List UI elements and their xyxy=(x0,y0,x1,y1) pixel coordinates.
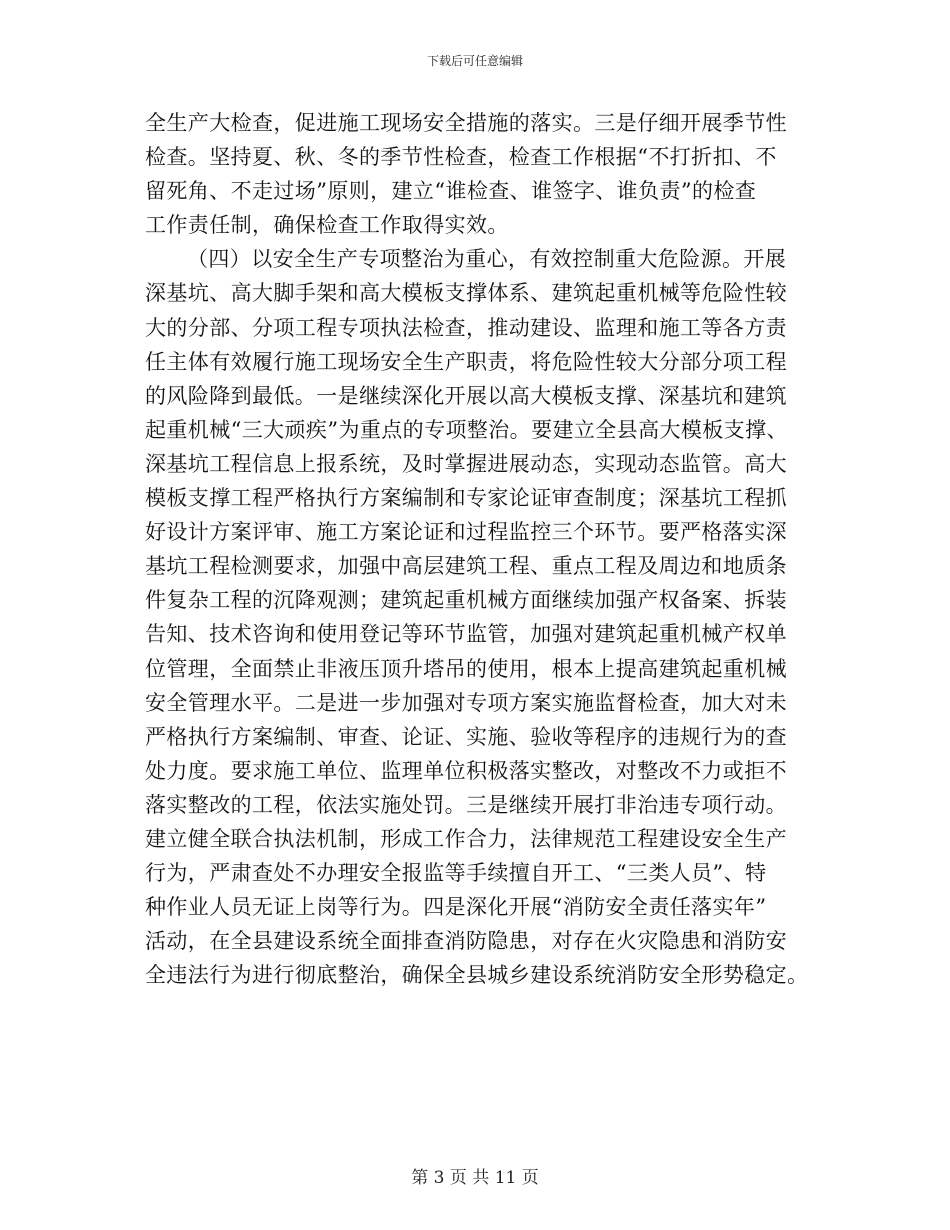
text-line: 位管理，全面禁止非液压顶升塔吊的使用，根本上提高建筑起重机械 xyxy=(145,656,787,681)
text-line: 安全管理水平。二是进一步加强对专项方案实施监督检查，加大对未 xyxy=(145,690,787,715)
text-line: 建立健全联合执法机制，形成工作合力，法律规范工程建设安全生产 xyxy=(145,826,787,851)
text-line: 严格执行方案编制、审查、论证、实施、验收等程序的违规行为的查 xyxy=(145,724,787,749)
header-note: 下载后可任意编辑 xyxy=(426,54,523,68)
text-line: 工作责任制，确保检查工作取得实效。 xyxy=(145,213,509,238)
text-line: 好设计方案评审、施工方案论证和过程监控三个环节。要严格落实深 xyxy=(145,520,787,545)
paragraph-2 xyxy=(145,242,810,992)
document-body xyxy=(145,106,810,992)
text-line: 全生产大检查，促进施工现场安全措施的落实。三是仔细开展季节性 xyxy=(145,111,787,135)
text-line: 的风险降到最低。一是继续深化开展以高大模板支撑、深基坑和建筑 xyxy=(145,383,787,408)
text-line: 全违法行为进行彻底整治，确保全县城乡建设系统消防安全形势稳定。 xyxy=(145,963,809,988)
text-line: 深基坑工程信息上报系统，及时掌握进展动态，实现动态监管。高大 xyxy=(145,451,787,476)
text-line: 起重机械“三大顽疾”为重点的专项整治。要建立全县高大模板支撑、 xyxy=(145,417,788,442)
paragraph-1 xyxy=(145,106,810,242)
page-number: 第 3 页 共 11 页 xyxy=(411,1168,539,1188)
text-line: 留死角、不走过场”原则，建立“谁检查、谁签字、谁负责”的检查 xyxy=(145,179,757,204)
text-line: 件复杂工程的沉降观测；建筑起重机械方面继续加强产权备案、拆装 xyxy=(145,588,787,613)
text-line: 任主体有效履行施工现场安全生产职责，将危险性较大分部分项工程 xyxy=(145,349,787,374)
text-line: 模板支撑工程严格执行方案编制和专家论证审查制度；深基坑工程抓 xyxy=(145,486,787,511)
text-line: 行为，严肃查处不办理安全报监等手续擅自开工、“三类人员”、特 xyxy=(145,861,767,886)
text-line: 大的分部、分项工程专项执法检查，推动建设、监理和施工等各方责 xyxy=(145,315,787,340)
text-line: 告知、技术咨询和使用登记等环节监管，加强对建筑起重机械产权单 xyxy=(145,622,787,647)
text-line: （四）以安全生产专项整治为重心，有效控制重大危险源。开展 xyxy=(187,247,787,272)
text-line: 基坑工程检测要求，加强中高层建筑工程、重点工程及周边和地质条 xyxy=(145,554,787,579)
text-line: 活动，在全县建设系统全面排查消防隐患，对存在火灾隐患和消防安 xyxy=(145,929,787,954)
text-line: 处力度。要求施工单位、监理单位积极落实整改，对整改不力或拒不 xyxy=(145,758,787,783)
text-line: 落实整改的工程，依法实施处罚。三是继续开展打非治违专项行动。 xyxy=(145,792,787,817)
text-line: 深基坑、高大脚手架和高大模板支撑体系、建筑起重机械等危险性较 xyxy=(145,281,787,306)
text-line: 检查。坚持夏、秋、冬的季节性检查，检查工作根据“不打折扣、不 xyxy=(145,145,777,170)
text-line: 种作业人员无证上岗等行为。四是深化开展“消防安全责任落实年” xyxy=(145,895,767,920)
